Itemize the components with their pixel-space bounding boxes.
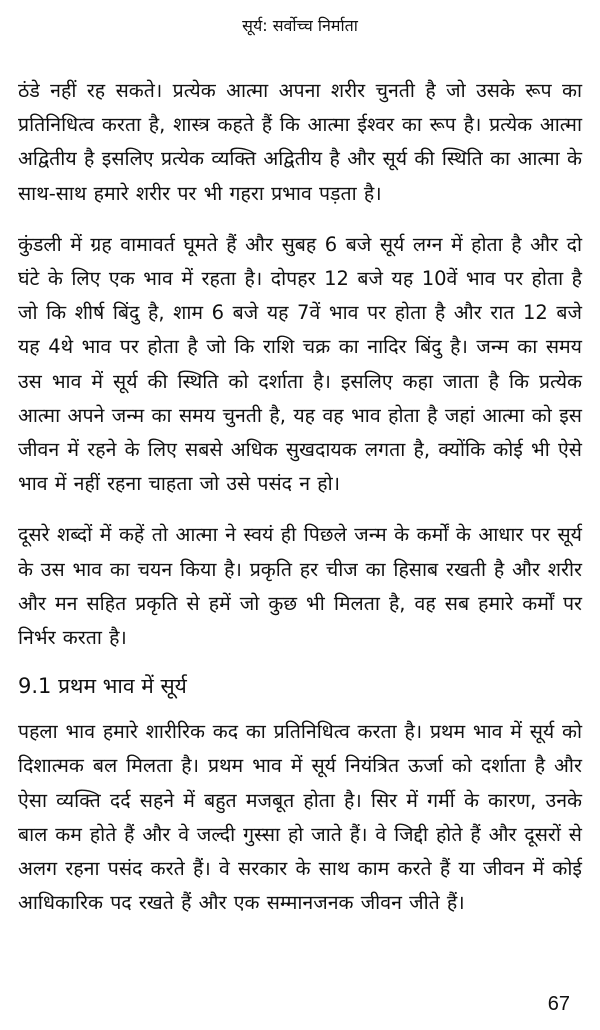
paragraph-3: दूसरे शब्दों में कहें तो आत्मा ने स्वयं ही पिछले जन्म के कर्मों के आधार पर सूर्य के उस भाव का चयन किया है। प्रकृति हर चीज का हिसाब रखती है और शरीर और मन सहित प्रकृति से हमें जो कुछ भी मिलता है, वह सब हमारे कर्मों पर निर्भर करता है। — [18, 523, 582, 650]
section-heading: 9.1 प्रथम भाव में सूर्य — [18, 674, 187, 699]
paragraph-2: कुंडली में ग्रह वामावर्त घूमते हैं और सुबह 6 बजे सूर्य लग्न में होता है और दो घंटे के लिए एक भाव में रहता है। दोपहर 12 बजे यह 10वें भाव पर होता है जो कि शीर्ष बिंदु है, शाम 6 बजे यह 7वें भाव पर होता है और रात 12 बजे यह 4थे भाव पर होता है जो कि राशि चक्र का नादिर बिंदु है। जन्म का समय उस भाव में सूर्य की स्थिति को दर्शाता है। इसलिए कहा जाता है कि प्रत्येक आत्मा अपने जन्म का समय चुनती है, यह वह भाव होता है जहां आत्मा को इस जीवन में रहने के लिए सबसे अधिक सुखदायक लगता है, क्योंकि कोई भी ऐसे भाव में नहीं रहना चाहता जो उसे पसंद न हो। — [18, 232, 582, 496]
running-header: सूर्य: सर्वोच्च निर्माता — [242, 16, 358, 35]
page-number: 67 — [547, 993, 570, 1015]
section-paragraph: पहला भाव हमारे शारीरिक कद का प्रतिनिधित्व करता है। प्रथम भाव में सूर्य को दिशात्मक बल मिलता है। प्रथम भाव में सूर्य नियंत्रित ऊर्जा को दर्शाता है और ऐसा व्यक्ति दर्द सहने में बहुत मजबूत होता है। सिर में गर्मी के कारण, उनके बाल कम होते हैं और वे जल्दी गुस्सा हो जाते हैं। वे जिद्दी होते हैं और दूसरों से अलग रहना पसंद करते हैं। वे सरकार के साथ काम करते हैं या जीवन में कोई आधिकारिक पद रखते हैं और एक सम्मानजनक जीवन जीते हैं। — [18, 720, 582, 915]
paragraph-1: ठंडे नहीं रह सकते। प्रत्येक आत्मा अपना शरीर चुनती है जो उसके रूप का प्रतिनिधित्व करता है, शास्त्र कहते हैं कि आत्मा ईश्वर का रूप है। प्रत्येक आत्मा अद्वितीय है इसलिए प्रत्येक व्यक्ति अद्वितीय है और सूर्य की स्थिति का आत्मा के साथ-साथ हमारे शरीर पर भी गहरा प्रभाव पड़ता है। — [18, 79, 582, 205]
body-text — [18, 74, 582, 920]
